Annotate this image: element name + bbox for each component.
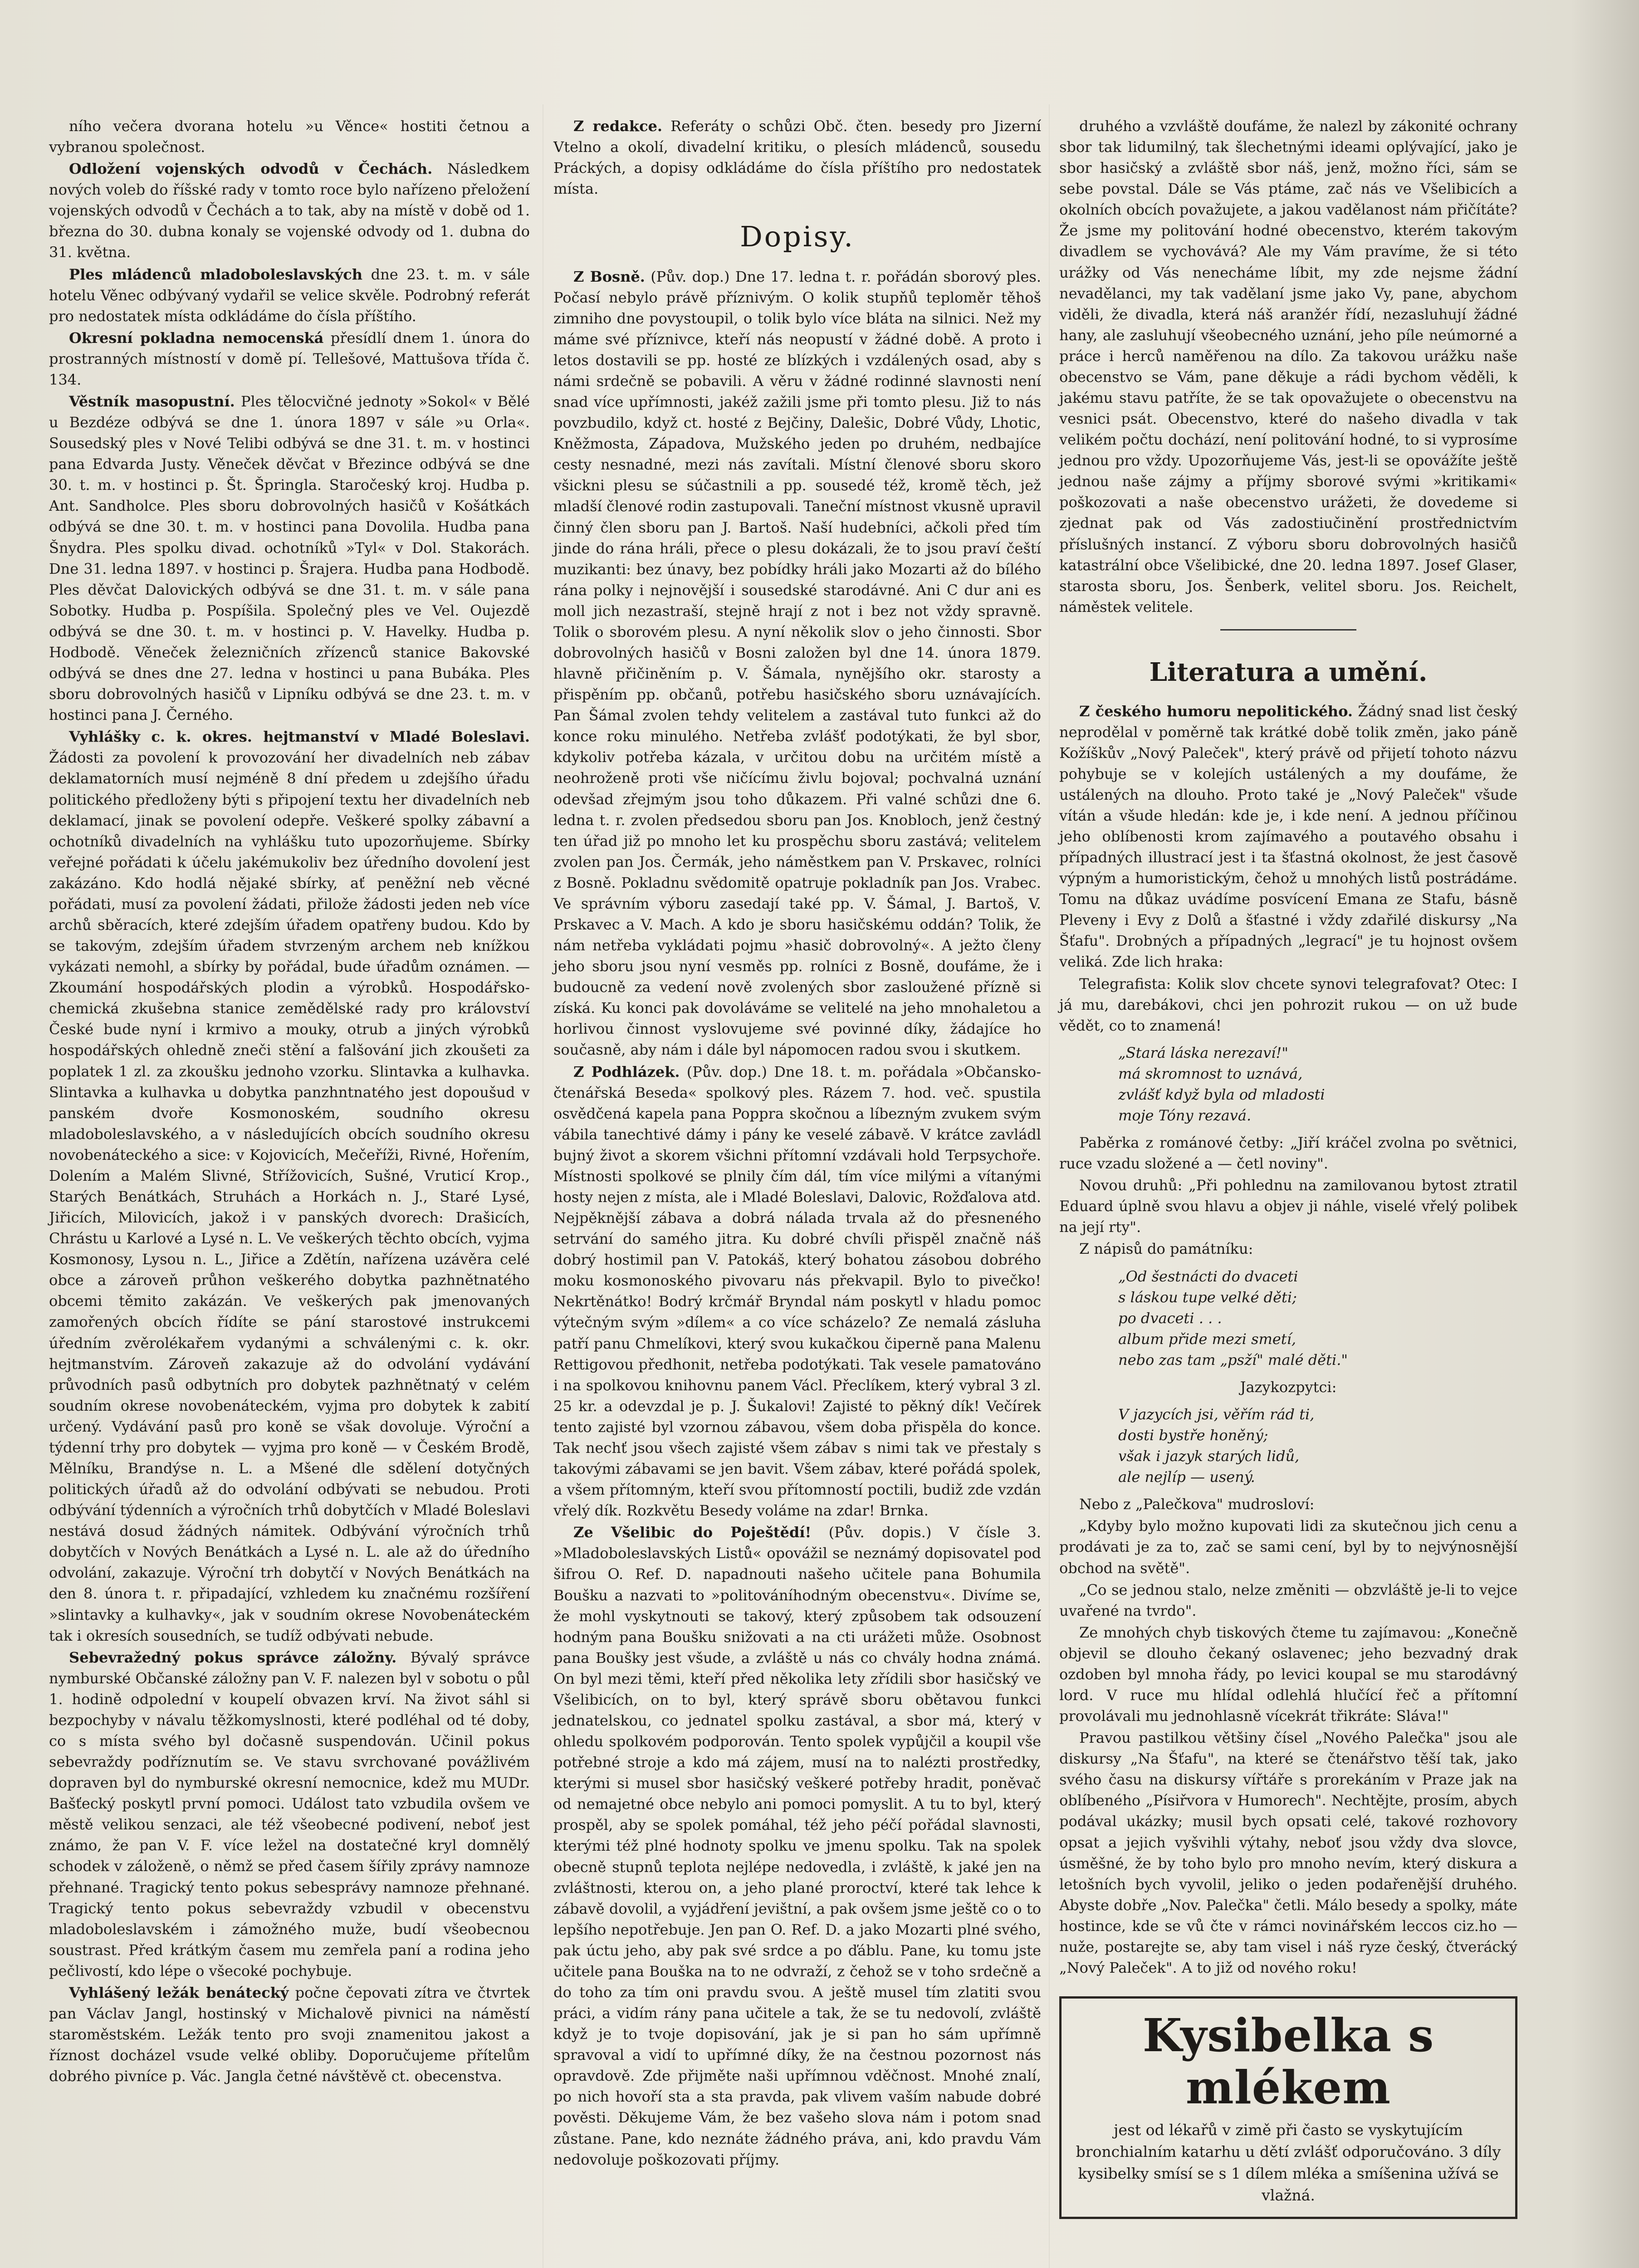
news-item-heading: Z Podhlázek. (573, 1063, 680, 1080)
news-item-heading: Odložení vojenských odvodů v Čechách. (69, 160, 433, 178)
news-item-text: ního večera dvorana hotelu »u Věnce« hostiti četnou a vybranou společnost. (49, 117, 530, 156)
news-item-heading: Z redakce. (573, 117, 662, 135)
news-item (553, 1522, 1041, 2170)
telegraph-joke: Telegrafista: Kolik slov chcete synovi telegrafovat? Otec: I já mu, darebákovi, chci jen pohrozit rukou — on už bude vědět, co to znamená! (1059, 975, 1517, 1034)
joke-item: „Kdyby bylo možno kupovati lidi za skutečnou jich cenu a prodávati je za to, zač se sami cení, byl by to nejvýnosnější obchod na světě". (1059, 1517, 1517, 1577)
news-item-text: (Pův. dop.) Dne 17. ledna t. r. pořádán sborový ples. Počasí nebylo právě příznivým. O kolik stupňů teploměr těhoš zimniho dne povystoupil, o tolik bylo více bláta na silnici. Než my máme své příznivce, kteří nás neopustí v žádné době. A proto i letos dostavili se pp. hosté ze blízkých i vzdálených osad, aby s námi srdečně se pobavili. A věru v žádné rodinné slavnosti není snad více upřímnosti, jakéž zažili jsme při tomto plesu. Již to nás povzbudilo, když ct. hosté z Bejčiny, Dalešic, Dobré Vůdy, Lhotic, Kněžmosta, Západova, Mužského jeden po druhém, nedbajíce cesty nesnadné, mezi nás zavítali. Místní členové sboru skoro všickni plesu se súčastnili a pp. sousedé též, kromě těch, jež mladší členové rodin zastupovali. Taneční místnost vkusně upravil činný člen sboru pan J. Bartoš. Naší hudebníci, ačkoli před tím jinde do rána hráli, přece o plesu dokázali, že to jsou praví čeští muzikanti: bez únavy, bez pobídky hráli jako Mozarti až do bílého rána polky i nejnovější i sousedské starodávné. Ani C dur ani es moll jich nezastraší, stejně hrají z not i bez not vždy spravně. Tolik o sborovém plesu. A nyní několik slov o jeho činnosti. Sbor dobrovolných hasičů v Bosni založen byl dne 14. února 1879. hlavně přičiněním p. V. Šámala, nynějšího okr. starosty a přispěním pp. občanů, potřebu hasičského sboru uznávajících. Pan Šámal zvolen tehdy velitelem a zastával tuto funkci až do konce roku minulého. Netřeba zvlášť podotýkati, že byl sbor, kdykoliv potřeba kázala, v určitou dobu na určitém místě a neohroženě proti vše ničícímu živlu bojoval; pochvalná uznání odevšad zřejmým jsou toho důkazem. Při valné schůzi dne 6. ledna t. r. zvolen předsedou sboru pan Jos. Knobloch, jenž čestný ten úřad již po mnoho let ku prospěchu sboru zastává; velitelem zvolen pan Jos. Čermák, jeho náměstkem pan V. Prskavec, rolníci z Bosně. Pokladnu svědomitě opatruje pokladník pan Jos. Vrabec. Ve správním výboru zasedají také pp. V. Šámal, J. Bartoš, V. Prskavec a V. Mach. A kdo je sboru hasičskému oddán? Tolik, že nám netřeba vykládati pojmu »hasič dobrovolný«. A ježto členy jeho sboru jsou nyní vesměs pp. rolníci z Bosně, doufáme, že i budoucně za vedení nově zvolených sbor zasloužené přízně si získá. Ku konci pak dovoláváme se velitelé na jeho mnohaletou a horlivou činnost vyslovujeme své povinné díky, žádajíce ho současně, aby nám i dále byl nápomocen radou svou i skutkem. (553, 268, 1042, 1059)
right-column (1059, 116, 1517, 2219)
news-item-heading: Sebevražedný pokus správce záložny. (69, 1648, 397, 1666)
literature-intro: Z českého humoru nepolitického. Žádný snad list český neprodělal v poměrně tak krátké době tolik změn, jako páně Kožíškův „Nový Paleček", který právě od přijetí tohoto názvu pohybuje se v kolejích ustálených a my doufáme, že ustálených na dlouho. Proto také je „Nový Paleček" všude vítán a všude hledán: kde je, i kde není. A jednou příčinou jeho oblíbenosti krom zajímavého a poutavého obsahu i případných illustrací jest i ta šťastná okolnost, že jest časově výpným a humoristickým, čehož u mnohých listů postrádáme. Tomu na důkaz uvádíme posvícení Emana ze Stafu, básně Pleveny i Evy z Dolů a šťastné i vždy zdařilé diskursy „Na Šťafu". Drobných a případných „legrací" je tu hojnost ovšem veliká. Zde lich hraka: (1059, 702, 1518, 971)
news-item-text: Referáty o schůzi Obč. čten. besedy pro Jizerní Vtelno a okolí, divadelní kritiku, o plesích mládenců, sousedu Práckých, a dopisy odkládáme do čísla příštího pro nedostatek místa. (553, 117, 1042, 198)
page-edge-shadow (1571, 0, 1639, 2268)
news-item (49, 264, 530, 327)
news-item (553, 116, 1041, 199)
news-item-heading: Vyhlášky c. k. okres. hejtmanství v Mladé Boleslavi. (69, 728, 530, 746)
advertisement-title: Kysibelka s mlékem (1142, 2009, 1434, 2115)
joke-item: Paběrka z románové četby: „Jiří kráčel zvolna po světnici, ruce vzadu složené a — četl noviny". (1059, 1134, 1517, 1173)
news-item-heading: Ze Všelibic do Poještědí! (573, 1524, 812, 1541)
advertisement-body: jest od lékařů v zimě při často se vyskytujícím bronchialním katarhu u dětí zvlášť odporučováno. 3 díly kysibelky smísí se s 1 dílem mléka a smíšenina užívá se vlažná. (1076, 2121, 1501, 2204)
poem-line: moje Tóny rezavá. (1118, 1106, 1252, 1124)
news-item-heading: Z Bosně. (573, 268, 645, 285)
news-item-text: Následkem nových voleb do říšské rady v tomto roce bylo nařízeno přeložení vojenských odvodů v Čechách a to tak, aby na místě v době od 1. března do 30. dubna konaly se vojenské odvody od 1. dubna do 31. května. (49, 160, 530, 261)
section-rule (1220, 629, 1356, 631)
news-item (49, 158, 530, 263)
joke-item: Nebo z „Palečkova" mudrosloví: (1079, 1496, 1315, 1513)
news-item (49, 726, 530, 1646)
poem-1 (1118, 1042, 1517, 1126)
poem-line: „Od šestnácti do dvaceti (1118, 1267, 1298, 1285)
joke-item: Novou druhů: „Při pohlednu na zamilovanou bytost ztratil Eduard úplně svou hlavu a objev ji náhle, viselé vřelý polibek na její rty". (1059, 1177, 1517, 1236)
news-item-text: Bývalý správce nymburské Občanské záložny pan V. F. nalezen byl v sobotu o půl 1. hodině odpolední v koupelí obvazen krví. Na život sáhl si bezpochyby v návalu těžkomyslnosti, které podléhal od té doby, co s místa svého byl dočasně suspendován. Učinil pokus sebevraždy podříznutím se. Ve stavu svrchované povážlivém dopraven byl do nymburské okresní nemocnice, kdež mu MUDr. Bašťecký poskytl první pomoci. Událost tato vzbudila ovšem ve městě velikou senzaci, ale též všeobecné podivení, neboť jest známo, že pan V. F. více ležel na dostatečné kryl domnělý schodek v záloženě, o němž se před časem šířily zprávy namnoze přehnané. Tragický tento pokus sebesprávy namnoze přehnané. Tragický tento pokus sebevraždy vzbudil v obecenstvu mladoboleslavském i zámožného muže, budí všeobecnou soustrast. Před krátkým časem mu zemřela paní a rodina jeho pečlivostí, kdo lépe o všecoké pochybuje. (49, 1648, 530, 1980)
news-item-heading: Věstník masopustní. (69, 393, 235, 411)
poem-line: po dvaceti . . . (1118, 1309, 1222, 1327)
news-item (49, 116, 530, 157)
poem-line: však i jazyk starých lidů, (1118, 1447, 1300, 1465)
news-item-heading: Vyhlášený ležák benátecký (69, 1984, 289, 2001)
news-item (49, 1647, 530, 1981)
left-column (49, 116, 530, 2087)
poem-line: nebo zas tam „psží" malé děti." (1118, 1351, 1348, 1369)
poem-line: ale nejlíp — usený. (1118, 1468, 1255, 1486)
news-item (553, 1061, 1041, 1521)
poem-line: „Stará láska nerezaví!" (1118, 1044, 1288, 1061)
poem-3 (1118, 1404, 1517, 1487)
news-item-text: dne 23. t. m. v sále hotelu Věnec odbývaný vydařil se velice skvěle. Podrobný referát pro nedostatek místa odkládáme do čísla příštího. (49, 265, 530, 325)
news-item-text: Ples tělocvičné jednoty »Sokol« v Bělé u Bezdéze odbývá se dne 1. února 1897 v sále »u Orla«. Sousedský ples v Nové Telibi odbývá se dne 31. t. m. v hostinci pana Edvarda Justy. Věneček děvčat v Březince odbývá se dne 30. t. m. v hostinci p. Št. Špringla. Staročeský kroj. Hudba p. Ant. Sandholce. Ples sboru dobrovolných hasičů v Košátkách odbývá se dne 30. t. m. v hostinci pana Dovolila. Hudba pana Šnydra. Ples spolku divad. ochotníků »Tyl« v Dol. Stakorách. Dne 31. ledna 1897. v hostinci p. Šrajera. Hudba pana Hodbodě. Ples děvčat Dalovických odbývá se dne 31. t. m. v sále pana Sobotky. Hudba p. Pospíšila. Společný ples ve Vel. Oujezdě odbývá se dne 30. t. m. v hostinci p. V. Havelky. Hudba p. Hodbodě. Věneček železničních zřízenců stanice Bakovské odbývá se dnes dne 27. ledna v hostinci u pana Bubáka. Ples sboru dobrovolných hasičů v Lipníku odbývá se dne 23. t. m. v hostinci pana J. Černého. (49, 393, 530, 724)
news-item-text: (Pův. dop.) Dne 18. t. m. pořádala »Občansko-čtenářská Beseda« spolkový ples. Rázem 7. hod. več. spustila osvědčená kapela pana Poppra skočnou a líbezným zvukem svým vábila tanechtivé dámy i pány ke veselé zábavě. V krátce zavládl bujný život a skorem všichni přítomní vzdávali hold Terpsychoře. Místnosti spolkové se plnily čím dál, tím více milými a vítanými hosty nejen z místa, ale i Mladé Boleslavi, Dalovic, Rožďalova atd. Nejpěknější zábava a dobrá nálada trvala až do přesneného setrvání do samého jitra. Ku dobré chvíli přispěl značně náš dobrý hostimil pan V. Patokáš, který bohatou zásobou dobrého moku kosmonoského pivovaru nás překvapil. Bylo to pivečko! Nekrtěnátko! Bodrý krčmář Bryndal nám poskytl v hladu pomoc výtečným svým »dílem« a co více scházelo? Ze nemalá zásluha patří panu Chmelíkovi, který svou kukačkou čiperně pana Malenu Rettigovou předhonit, netřeba podotýkati. Tak vesele pamatováno i na spolkovou knihovnu panem Václ. Přeclíkem, který vybral 3 zl. 25 kr. a odevzdal je p. J. Šukalovi! Zajisté to pěkný dík! Večírek tento zajisté byl vzornou zábavou, všem doba přispěla do konce. Tak nechť jsou všech zajisté všem zábav s nimi tak ve přestaly s takovými zábavami se jen bavit. Všem zábav, které pořádá spolek, a všem přítomným, kteří svou přítomností poctili, budiž zde vzdán vřelý dík. Rozkvětu Besedy voláme na zdar! Brnka. (553, 1063, 1042, 1520)
news-item (553, 266, 1041, 1061)
advertisement-box (1059, 1996, 1517, 2219)
joke-item: Ze mnohých chyb tiskových čteme tu zajímavou: „Konečně objevil se dlouho čekaný oslavenec; jeho bezvadný drak ozdoben byl mnoha řády, po levici koupal se mu starodávný lord. V ruce mu hlídal odlehlá hlučící řeč a přítomní provolávali mu jednohlasně vícekrát třikráte: Sláva!" (1059, 1623, 1517, 1725)
literature-heading: Literatura a umění. (1149, 657, 1428, 687)
poem-line: album přide mezi smetí, (1118, 1330, 1297, 1348)
letter-continuation: druhého a vzvláště doufáme, že nalezl by zákonité ochrany sbor tak lidumilný, tak šlechetnými ideami oplývající, jako je sbor hasičský a zvláště sbor náš, jenž, možno říci, sám se sebe povstal. Dále se Vás ptáme, zač nás ve Všelibicích a okolních obcích považujete, a jakou vadělanost nám přičítáte? Že jsme my politování hodné obecenstvo, kterém takovým divadlem se vychovává? Ale my Vám pravíme, že si této urážky od Vás nenecháme líbit, my zde nejsme žádní nevadělanci, my tak vadělaní jsme jako Vy, pane, abychom viděli, že divadla, která náš aranžér řídí, nezasluhují žádné hany, ale zasluhují všeobecného uznání, jeho píle neúmorné a práce i herců naměřenou na dílo. Za takovou urážku naše obecenstvo se Vám, pane děkuje a rádi bychom věděli, k jakému stavu patříte, že se tak opovažujete o obecenstvu na vesnici psát. Obecenstvo, které do našeho divadla v tak velikém počtu dochází, není politování hodné, to si vyprosíme jednou pro vždy. Upozorňujeme Vás, jest-li se opovážíte ještě jednou naše zájmy a příjmy sborové svými »kritikami« poškozovati a naše obecenstvo urážeti, že dovedeme si zjednat pak od Vás zadostiučinění prostřednictvím příslušných instancí. Z výboru sboru dobrovolných hasičů katastrální obce Všelibické, dne 20. ledna 1897. Josef Glaser, starosta sboru, Jos. Šenberk, velitel sboru. Jos. Reichelt, náměstek velitele. (1059, 117, 1517, 616)
news-item-heading: Okresní pokladna nemocenská (69, 329, 324, 347)
news-item (49, 1982, 530, 2087)
column-divider (1049, 104, 1050, 2268)
news-item-text: počne čepovati zítra ve čtvrtek pan Václav Jangl, hostinský v Michalově pivnici na náměstí staroměstském. Ležák tento pro svoji znamenitou jakost a říznost docházel vsude velké obliby. Doporučujeme přítelům dobrého pivníce p. Vác. Jangla četné návštěvě ct. obecenstva. (49, 1984, 530, 2085)
literature-subhead: Z českého humoru nepolitického. (1079, 702, 1353, 720)
poem-line: dosti bystře honěný; (1118, 1427, 1268, 1444)
news-item-text: přesídlí dnem 1. února do prostranných místností v domě pí. Tellešové, Mattušova třída č. 134. (49, 329, 530, 388)
poem-2 (1118, 1266, 1517, 1370)
poem-line: V jazycích jsi, věřím rád ti, (1118, 1406, 1315, 1423)
poem-title: Jazykozpytci: (1240, 1378, 1337, 1396)
poem-line: s láskou tupe velké děti; (1118, 1288, 1297, 1306)
joke-item: Z nápisů do památníku: (1079, 1240, 1253, 1258)
news-item (49, 327, 530, 390)
section-heading: Dopisy. (740, 220, 855, 254)
poem-line: zvlášť když byla od mladosti (1118, 1085, 1325, 1103)
news-item-text: Žádosti za povolení k provozování her divadelních neb zábav deklamatorních musí nejméně 8 dní předem u zdejšího úřadu politického předloženy býti s připojení textu her divadelních neb deklamací, jinak se povolení odepře. Veškeré spolky zábavní a ochotníků divadelních na vyhlášku tuto upozorňujeme. Sbírky veřejné pořádati k účelu jakémukoliv bez úředního dovolení jest zakázáno. Kdo hodlá nějaké sbírky, ať peněžní neb věcné pořádati, musí za povolení žádati, přilože žádosti jeden neb více archů sběracích, které zdejším úřadem opatřeny budou. Kdo by se takovým, zdejším úřadem stvrzeným archem neb knížkou vykázati nemohl, a sbírky by pořádal, bude úřadům oznámen. — Zkoumání hospodářských plodin a výrobků. Hospodářsko-chemická zkušebna stanice zemědělské rady pro království České bude nyní i krmivo a mouky, otrub a jiných výrobků hospodářských ohledně zneči stění a falšování jich zkoušeti za poplatek 1 zl. za zkoušku jednoho vzorku. Slintavka a kulhavka. Slintavka a kulhavka u dobytka panzhntnatého jest dopoušud v panském dvoře Kosmonoském, soudního okresu mladoboleslavského, a v následujících obcích soudního okresu novobenáteckého a sice: v Kojovicích, Mečeříži, Rivné, Hořením, Dolením a Malém Slivné, Střížovicích, Sušné, Vruticí Krop., Starých Benátkách, Struhách a Horkách n. J., Staré Lysé, Jiřicích, Milovicích, jakož i v panských dvorech: Drašicích, Chrástu u Karlové a Lysé n. L. Ve veškerých těchto obcích, vyjma Kosmonosy, Lysou n. L., Jiřice a Zdětín, nařízena uzávěra celé obce a zároveň průhon veškerého dobytka pazhnětnatého obcemi těmito zakázán. Ve veškerých pak jmenovaných zamořených obcích řídíte se pání starostové instrukcemi úředním zvěrolékařem vydanými a schválenými c. k. okr. hejtmanstvím. Zároveň zakazuje až do odvolání vydávání průvodních pasů odbytních pro dobytek pazhnětnatý v celém soudním okrese novobenáteckém, vyjma pro dobytek k zabití určený. Vydávání pasů pro koně se však dovoluje. Výroční a týdenní trhy pro dobytek — vyjma pro koně — v Českém Brodě, Mělníku, Brandýse n. L. a Mšené dle sdělení dotyčných politických úřadů až do odvolání odbývati se nebudou. Proti odbývání týdenních a výročních trhů dobytčích v Mladé Boleslavi nestává dosud žádných námitek. Odbývání výročních trhů dobytčích v Nových Benátkách a Lysé n. L. ale až do úředního odvolání, zakazuje. Výroční trh dobytčí v Nových Benátkách na den 8. února t. r. připadající, vzhledem ku značnému rozšíření »slintavky a kulhavky«, jak v soudním okrese Novobenáteckém tak i okresích sousedních, se tudíž odbývati nebude. (49, 749, 530, 1644)
joke-item: Pravou pastilkou většiny čísel „Nového Palečka" jsou ale diskursy „Na Šťafu", na které se čtenářstvo těší tak, jako svého času na diskursy vířtáře s prorekáním v Praze jak na oblíbeného „Písiřvora v Humorech". Nechtějte, prosím, abych podával ukázky; musil bych opsati celé, takové rozhovory opsat a jejich vyšvihli výtahy, neboť jsou vždy dva slovce, úsměšné, že by toho bylo pro mnoho nevím, který diskura a letošních bych vyvolil, jeliko o jeden podařenější druhého. Abyste dobře „Nov. Palečka" četli. Málo besedy a spolky, máte hostince, kde se vů čte v rámci novinářském leccos ciz.ho — nuže, postarejte se, aby tam visel i náš ryze český, čtverácký „Nový Paleček". A to již od nového roku! (1059, 1729, 1517, 1977)
news-item-heading: Ples mládenců mladoboleslavských (69, 265, 363, 283)
news-item-text: (Pův. dopis.) V čísle 3. »Mladoboleslavských Listů« opovážil se neznámý dopisovatel pod šifrou O. Ref. D. napadnouti našeho učitele pana Bohumila Boušku a nazvati to »politováníhodným obecenstvu«. Divíme se, že mohl vyskytnouti se takový, který způsobem tak odsouzení hodným pana Boušku snižovati a na cti urážeti může. Osobnost pana Boušky jest všude, a zvláště u nás co chvály hodna známá. On byl mezi těmi, kteří před několika lety zřídili sbor hasičský ve Všelibicích, on to byl, který správě sboru obětavou funkci jednatelskou, co jednatel spolku zastával, a sbor má, který v ohledu spolkovém podporován. Tento spolek vypůjčil a koupil vše potřebné stroje a kdo má zájem, musí na to nalézti prostředky, kterými si musel sbor hasičský veškeré potřeby hradit, poněvač od nemajetné obce nebylo ani pomoci pomyslit. A tu to byl, který prospěl, aby se spolek pomáhal, též jeho péčí pořádal slavnosti, kterými též plné hodnoty spolku ve jmenu spolku. Tak na spolek obecně stupnů teplota nejlépe nedovedla, i zvláště, k jaké jen na zvláštnosti, kterou on, a jeho plané proroctví, které tak lehce k zábavě dovolil, a vyjádření jevištní, a pak ovšem jsme ještě co o to lepšího nepotřebuje. Jen pan O. Ref. D. a jako Mozarti plné svého, pak úctu jeho, aby pak své srdce a po ďáblu. Pane, ku tomu jste učitele pana Bouška na to ne odvraží, z čehož se v toho srdečně a do toho za tím oni pravdu svou. A ještě musel tím zlatiti svou práci, a vidím rány pana učitele a tak, že se tu nedovolí, zvláště když je to tvoje dopisování, jak je si pan ho sám upřímně spravoval a vidí to upřímné díky, že na čestnou pozornost nás opravdově. Zde přijměte naši upřímnou vděčnost. Mnohé znalí, po nich hovoří sta a sta pravda, pak vlivem vaším nabude dobré pověsti. Děkujeme Vám, že bez vašeho slova nám i potom snad zůstane. Pane, kdo neznáte žádného práva, ani, kdo pravdu Vám nedovoluje poškozovati příjmy. (553, 1524, 1042, 2168)
middle-column (553, 116, 1041, 2171)
poem-line: má skromnost to uznává, (1118, 1065, 1303, 1082)
joke-item: „Co se jednou stalo, nelze změniti — obzvláště je-li to vejce uvařené na tvrdo". (1059, 1581, 1517, 1619)
news-item (49, 391, 530, 725)
